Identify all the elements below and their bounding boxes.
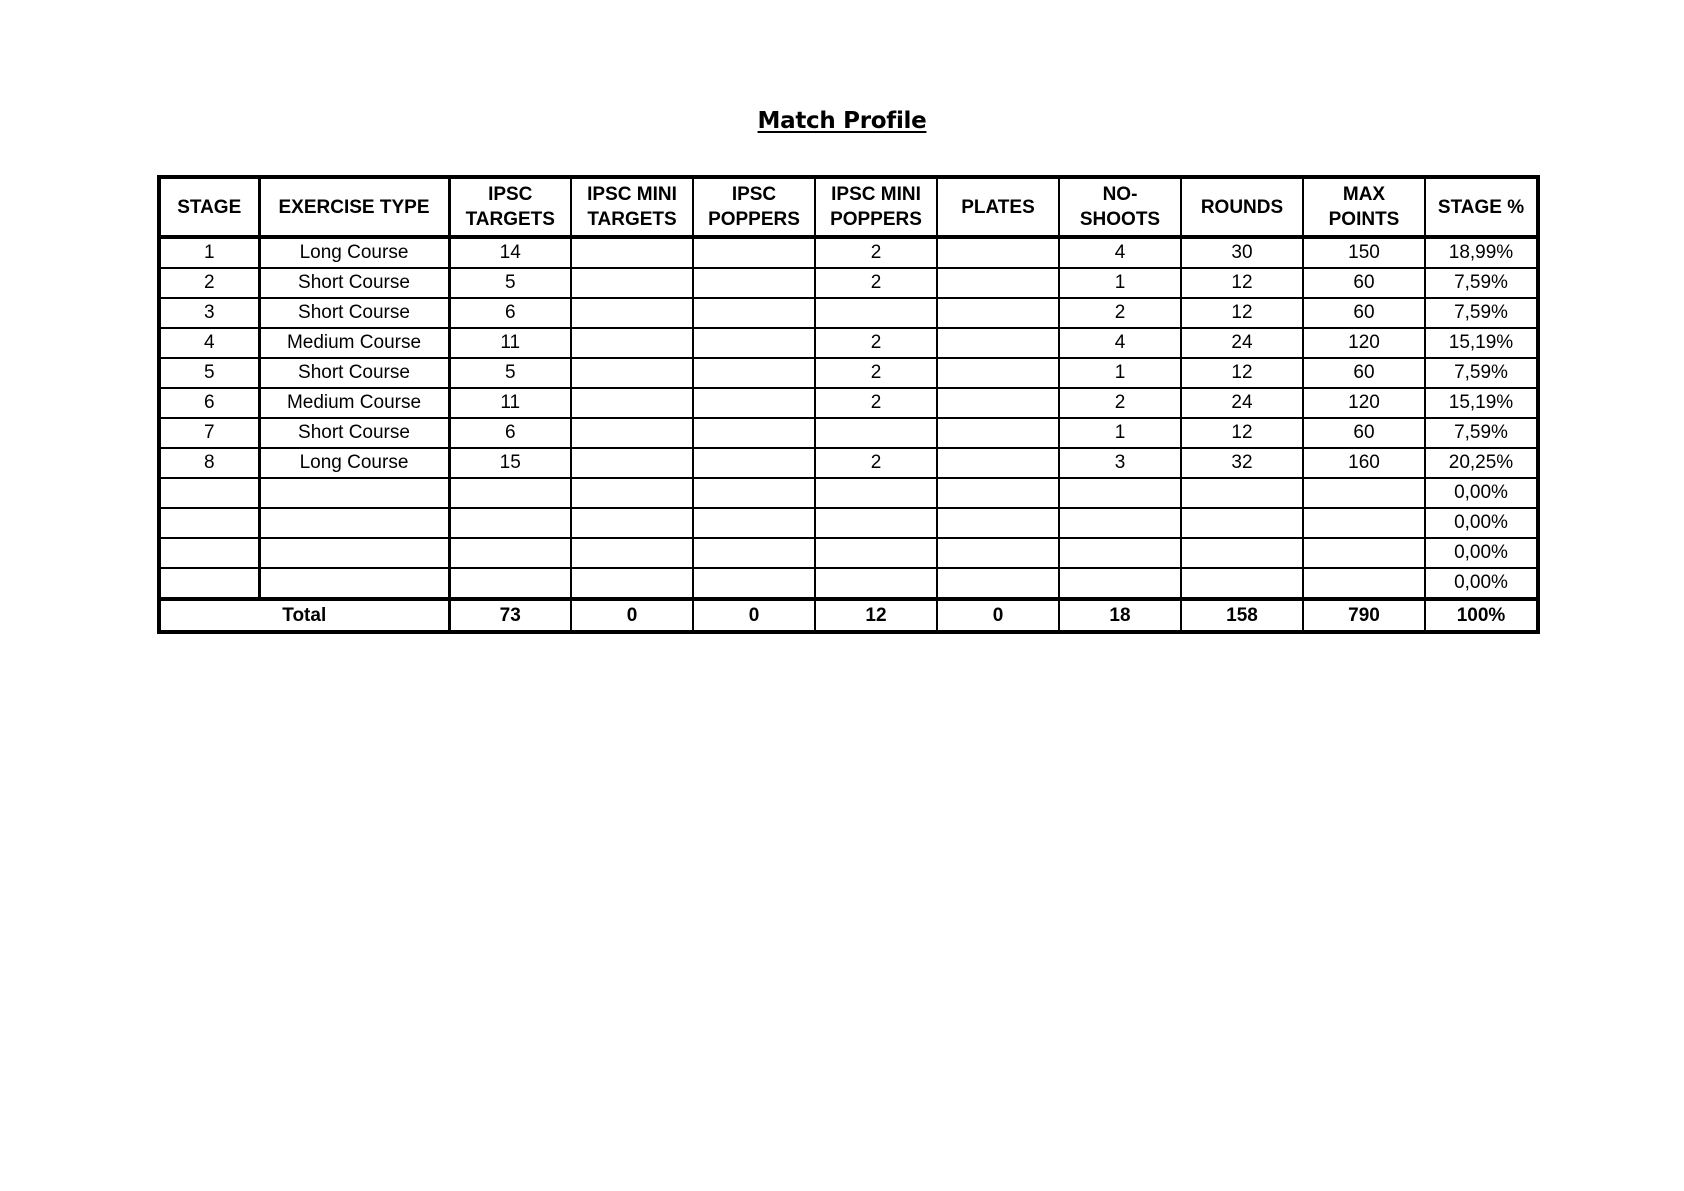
cell-ipsc-mini-poppers: 2 <box>815 388 937 418</box>
table-row <box>159 448 1538 478</box>
cell-no-shoots: 1 <box>1059 418 1181 448</box>
cell-exercise-type <box>259 538 449 568</box>
cell-ipsc-targets: 6 <box>449 418 571 448</box>
cell-ipsc-targets <box>449 538 571 568</box>
cell-ipsc-mini-targets <box>571 388 693 418</box>
header-stage: STAGE <box>159 177 259 237</box>
cell-max-points: 60 <box>1303 358 1425 388</box>
cell-plates <box>937 538 1059 568</box>
cell-max-points: 160 <box>1303 448 1425 478</box>
cell-ipsc-poppers <box>693 358 815 388</box>
cell-stage-pct: 0,00% <box>1425 568 1538 599</box>
cell-max-points: 120 <box>1303 328 1425 358</box>
cell-plates <box>937 388 1059 418</box>
cell-rounds: 12 <box>1181 268 1303 298</box>
cell-exercise-type <box>259 568 449 599</box>
cell-ipsc-mini-targets <box>571 538 693 568</box>
total-max-points: 790 <box>1303 599 1425 632</box>
cell-stage: 6 <box>159 388 259 418</box>
cell-ipsc-poppers <box>693 538 815 568</box>
cell-stage-pct: 7,59% <box>1425 358 1538 388</box>
cell-ipsc-poppers <box>693 237 815 268</box>
cell-ipsc-mini-poppers: 2 <box>815 268 937 298</box>
cell-stage-pct: 0,00% <box>1425 478 1538 508</box>
cell-no-shoots: 1 <box>1059 358 1181 388</box>
cell-ipsc-mini-targets <box>571 237 693 268</box>
cell-plates <box>937 448 1059 478</box>
page-title: Match Profile <box>757 108 927 134</box>
cell-rounds: 24 <box>1181 328 1303 358</box>
total-row <box>159 599 1538 632</box>
cell-ipsc-mini-poppers: 2 <box>815 358 937 388</box>
table-row <box>159 568 1538 599</box>
cell-ipsc-mini-targets <box>571 298 693 328</box>
cell-no-shoots: 4 <box>1059 328 1181 358</box>
cell-ipsc-mini-targets <box>571 508 693 538</box>
cell-stage-pct: 18,99% <box>1425 237 1538 268</box>
table-row <box>159 538 1538 568</box>
cell-ipsc-targets: 11 <box>449 328 571 358</box>
cell-max-points: 60 <box>1303 268 1425 298</box>
cell-rounds: 12 <box>1181 298 1303 328</box>
cell-plates <box>937 237 1059 268</box>
cell-ipsc-mini-poppers <box>815 568 937 599</box>
cell-no-shoots <box>1059 538 1181 568</box>
cell-exercise-type: Medium Course <box>259 388 449 418</box>
cell-rounds: 12 <box>1181 418 1303 448</box>
cell-exercise-type: Long Course <box>259 448 449 478</box>
cell-ipsc-targets: 5 <box>449 358 571 388</box>
cell-rounds: 24 <box>1181 388 1303 418</box>
cell-plates <box>937 568 1059 599</box>
cell-plates <box>937 328 1059 358</box>
table-row <box>159 388 1538 418</box>
cell-ipsc-targets: 5 <box>449 268 571 298</box>
cell-plates <box>937 298 1059 328</box>
cell-stage-pct: 7,59% <box>1425 298 1538 328</box>
total-plates: 0 <box>937 599 1059 632</box>
cell-ipsc-mini-poppers <box>815 298 937 328</box>
cell-exercise-type <box>259 508 449 538</box>
cell-no-shoots <box>1059 508 1181 538</box>
cell-ipsc-poppers <box>693 508 815 538</box>
total-label: Total <box>159 599 449 632</box>
cell-plates <box>937 478 1059 508</box>
header-ipsc-mini-targets: IPSC MINI TARGETS <box>571 177 693 237</box>
cell-ipsc-poppers <box>693 478 815 508</box>
total-ipsc-targets: 73 <box>449 599 571 632</box>
cell-ipsc-targets: 14 <box>449 237 571 268</box>
cell-exercise-type: Short Course <box>259 358 449 388</box>
cell-stage: 2 <box>159 268 259 298</box>
cell-max-points: 60 <box>1303 298 1425 328</box>
cell-ipsc-mini-poppers <box>815 418 937 448</box>
cell-exercise-type: Long Course <box>259 237 449 268</box>
cell-exercise-type: Short Course <box>259 298 449 328</box>
cell-ipsc-mini-poppers: 2 <box>815 448 937 478</box>
cell-stage-pct: 20,25% <box>1425 448 1538 478</box>
cell-no-shoots: 3 <box>1059 448 1181 478</box>
header-ipsc-poppers: IPSC POPPERS <box>693 177 815 237</box>
cell-exercise-type: Short Course <box>259 418 449 448</box>
cell-no-shoots <box>1059 478 1181 508</box>
table-row <box>159 237 1538 268</box>
total-ipsc-mini-targets: 0 <box>571 599 693 632</box>
cell-ipsc-mini-targets <box>571 268 693 298</box>
cell-exercise-type: Short Course <box>259 268 449 298</box>
cell-no-shoots: 2 <box>1059 388 1181 418</box>
cell-ipsc-poppers <box>693 328 815 358</box>
cell-ipsc-mini-poppers <box>815 508 937 538</box>
table-row <box>159 418 1538 448</box>
cell-ipsc-poppers <box>693 388 815 418</box>
cell-stage: 3 <box>159 298 259 328</box>
cell-max-points <box>1303 538 1425 568</box>
cell-rounds <box>1181 538 1303 568</box>
table-row <box>159 298 1538 328</box>
cell-ipsc-mini-targets <box>571 448 693 478</box>
cell-max-points <box>1303 568 1425 599</box>
cell-rounds: 32 <box>1181 448 1303 478</box>
cell-rounds <box>1181 568 1303 599</box>
cell-stage-pct: 15,19% <box>1425 328 1538 358</box>
cell-plates <box>937 358 1059 388</box>
match-profile-table <box>157 175 1540 634</box>
cell-ipsc-mini-targets <box>571 358 693 388</box>
cell-no-shoots <box>1059 568 1181 599</box>
cell-ipsc-mini-targets <box>571 568 693 599</box>
cell-stage-pct: 7,59% <box>1425 418 1538 448</box>
cell-ipsc-poppers <box>693 568 815 599</box>
cell-rounds <box>1181 508 1303 538</box>
cell-ipsc-targets: 15 <box>449 448 571 478</box>
cell-ipsc-poppers <box>693 298 815 328</box>
total-rounds: 158 <box>1181 599 1303 632</box>
cell-plates <box>937 418 1059 448</box>
cell-stage-pct: 0,00% <box>1425 538 1538 568</box>
header-no-shoots: NO- SHOOTS <box>1059 177 1181 237</box>
cell-exercise-type <box>259 478 449 508</box>
cell-stage <box>159 568 259 599</box>
cell-max-points <box>1303 478 1425 508</box>
cell-rounds <box>1181 478 1303 508</box>
cell-stage <box>159 508 259 538</box>
cell-ipsc-mini-poppers: 2 <box>815 328 937 358</box>
table-row <box>159 268 1538 298</box>
cell-ipsc-mini-targets <box>571 328 693 358</box>
cell-no-shoots: 4 <box>1059 237 1181 268</box>
table-row <box>159 358 1538 388</box>
cell-ipsc-targets: 6 <box>449 298 571 328</box>
cell-ipsc-targets <box>449 568 571 599</box>
cell-stage: 8 <box>159 448 259 478</box>
table-body <box>159 237 1538 599</box>
cell-stage-pct: 0,00% <box>1425 508 1538 538</box>
cell-ipsc-mini-poppers <box>815 538 937 568</box>
cell-exercise-type: Medium Course <box>259 328 449 358</box>
cell-rounds: 12 <box>1181 358 1303 388</box>
cell-max-points <box>1303 508 1425 538</box>
cell-ipsc-mini-poppers: 2 <box>815 237 937 268</box>
total-no-shoots: 18 <box>1059 599 1181 632</box>
total-ipsc-poppers: 0 <box>693 599 815 632</box>
cell-rounds: 30 <box>1181 237 1303 268</box>
cell-max-points: 150 <box>1303 237 1425 268</box>
table-row <box>159 508 1538 538</box>
cell-plates <box>937 508 1059 538</box>
cell-ipsc-mini-poppers <box>815 478 937 508</box>
header-rounds: ROUNDS <box>1181 177 1303 237</box>
cell-ipsc-mini-targets <box>571 418 693 448</box>
cell-ipsc-mini-targets <box>571 478 693 508</box>
cell-plates <box>937 268 1059 298</box>
table-row <box>159 328 1538 358</box>
cell-stage <box>159 478 259 508</box>
cell-ipsc-targets <box>449 508 571 538</box>
cell-stage-pct: 7,59% <box>1425 268 1538 298</box>
cell-stage: 7 <box>159 418 259 448</box>
header-plates: PLATES <box>937 177 1059 237</box>
total-ipsc-mini-poppers: 12 <box>815 599 937 632</box>
cell-stage-pct: 15,19% <box>1425 388 1538 418</box>
cell-ipsc-poppers <box>693 448 815 478</box>
cell-stage <box>159 538 259 568</box>
header-ipsc-targets: IPSC TARGETS <box>449 177 571 237</box>
cell-no-shoots: 2 <box>1059 298 1181 328</box>
cell-no-shoots: 1 <box>1059 268 1181 298</box>
cell-stage: 1 <box>159 237 259 268</box>
header-stage-pct: STAGE % <box>1425 177 1538 237</box>
header-max-points: MAX POINTS <box>1303 177 1425 237</box>
cell-stage: 5 <box>159 358 259 388</box>
cell-ipsc-targets: 11 <box>449 388 571 418</box>
cell-ipsc-poppers <box>693 268 815 298</box>
cell-ipsc-poppers <box>693 418 815 448</box>
cell-max-points: 60 <box>1303 418 1425 448</box>
header-ipsc-mini-poppers: IPSC MINI POPPERS <box>815 177 937 237</box>
table-header-row <box>159 177 1538 237</box>
header-exercise-type: EXERCISE TYPE <box>259 177 449 237</box>
cell-stage: 4 <box>159 328 259 358</box>
total-stage-pct: 100% <box>1425 599 1538 632</box>
table-row <box>159 478 1538 508</box>
cell-max-points: 120 <box>1303 388 1425 418</box>
cell-ipsc-targets <box>449 478 571 508</box>
